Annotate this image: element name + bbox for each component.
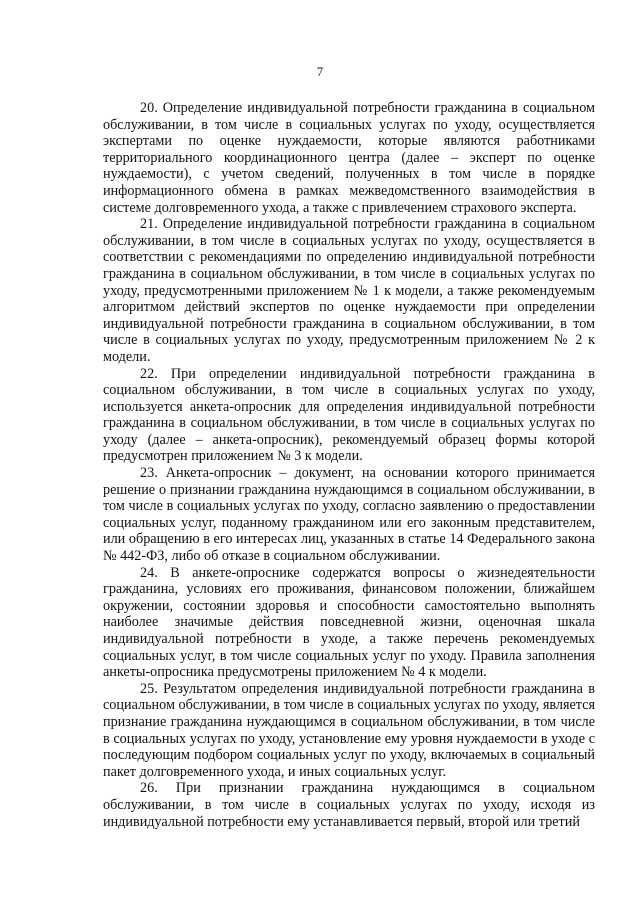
paragraph-22: 22. При определении индивидуальной потребности гражданина в социальном обслуживании, в том числе в социальных услугах по уходу, используется анкета-опросник для определения индивидуальной потребности гражданина в социальном обслуживании, в том числе в социальных услугах по уходу (далее – анкета-опросник), рекомендуемый образец формы которой предусмотрен приложением № 3 к модели.	[103, 365, 595, 465]
page-number: 7	[316, 65, 324, 79]
paragraph-23: 23. Анкета-опросник – документ, на основании которого принимается решение о признании гражданина нуждающимся в социальном обслуживании, в том числе в социальных услугах по уходу, согласно заявлению о предоставлении социальных услуг, поданному гражданином или его законным представителем, или обращению в его интересах лиц, указанных в статье 14 Федерального закона № 442-ФЗ, либо об отказе в социальном обслуживании.	[103, 465, 595, 565]
document-body	[103, 100, 595, 830]
paragraph-21: 21. Определение индивидуальной потребности гражданина в социальном обслуживании, в том числе в социальных услугах по уходу, осуществляется в соответствии с рекомендациями по определению индивидуальной потребности гражданина в социальном обслуживании, в том числе в социальных услугах по уходу, предусмотренными приложением № 1 к модели, а также рекомендуемым алгоритмом действий экспертов по оценке нуждаемости при определении индивидуальной потребности гражданина в социальном обслуживании, в том числе в социальных услугах по уходу, предусмотренным приложением № 2 к модели.	[103, 216, 595, 365]
paragraph-25: 25. Результатом определения индивидуальной потребности гражданина в социальном обслуживании, в том числе в социальных услугах по уходу, является признание гражданина нуждающимся в социальном обслуживании, в том числе в социальных услугах по уходу, установление ему уровня нуждаемости в уходе с последующим подбором социальных услуг по уходу, включаемых в социальный пакет долговременного ухода, и иных социальных услуг.	[103, 680, 595, 780]
paragraph-26: 26. При признании гражданина нуждающимся в социальном обслуживании, в том числе в социальных услугах по уходу, исходя из индивидуальной потребности ему устанавливается первый, второй или третий	[103, 780, 595, 830]
paragraph-20: 20. Определение индивидуальной потребности гражданина в социальном обслуживании, в том числе в социальных услугах по уходу, осуществляется экспертами по оценке нуждаемости, которые являются работниками территориального координационного центра (далее – эксперт по оценке нуждаемости), с учетом сведений, полученных в том числе в порядке информационного обмена в рамках межведомственного взаимодействия в системе долговременного ухода, а также с привлечением страхового эксперта.	[103, 100, 595, 216]
paragraph-24: 24. В анкете-опроснике содержатся вопросы о жизнедеятельности гражданина, условиях его проживания, финансовом положении, ближайшем окружении, состоянии здоровья и способности самостоятельно выполнять наиболее значимые действия повседневной жизни, оценочная шкала индивидуальной потребности в уходе, а также перечень рекомендуемых социальных услуг, в том числе социальных услуг по уходу. Правила заполнения анкеты-опросника предусмотрены приложением № 4 к модели.	[103, 564, 595, 681]
